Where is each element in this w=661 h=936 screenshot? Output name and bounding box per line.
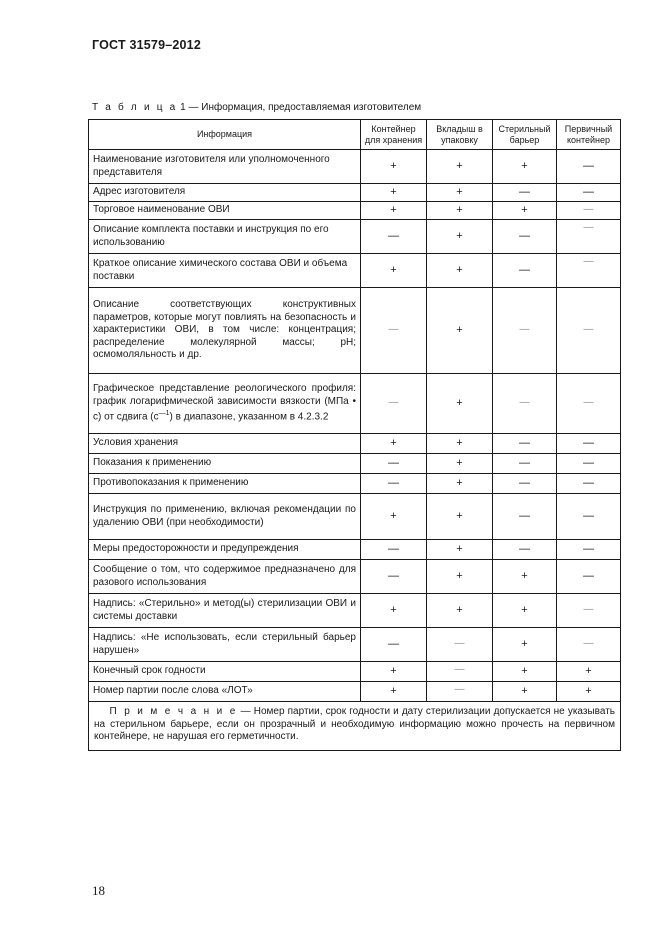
mark-cell: — (361, 454, 427, 474)
note-label: П р и м е ч а н и е (109, 706, 238, 717)
table-note-row (89, 702, 621, 751)
mark-cell: + (427, 254, 493, 288)
column-header-package-insert: Вкладыш в упаковку (427, 120, 493, 150)
table-row (89, 560, 621, 594)
mark-cell: + (493, 682, 557, 702)
row-info-text: Графическое представление реологического профиля: график логарифмической зависимости вязкости (МПа • с) от сдвига (с (93, 383, 356, 423)
row-info (89, 374, 361, 434)
table-row (89, 220, 621, 254)
mark-cell: + (557, 682, 621, 702)
row-info: Противопоказания к применению (89, 474, 361, 494)
mark-cell: + (361, 494, 427, 540)
mark-cell: + (427, 202, 493, 220)
table-row (89, 184, 621, 202)
row-info: Меры предосторожности и предупреждения (89, 540, 361, 560)
mark-cell: — (493, 184, 557, 202)
mark-cell: — (557, 454, 621, 474)
row-info: Торговое наименование ОВИ (89, 202, 361, 220)
row-info: Условия хранения (89, 434, 361, 454)
mark-cell: — (557, 254, 621, 288)
mark-cell: + (493, 202, 557, 220)
mark-cell: — (493, 474, 557, 494)
mark-cell: — (557, 184, 621, 202)
mark-cell: — (493, 288, 557, 374)
row-info: Сообщение о том, что содержимое предназначено для разового использования (89, 560, 361, 594)
row-info-superscript: —1 (158, 410, 170, 418)
mark-cell: — (557, 220, 621, 254)
mark-cell: + (427, 184, 493, 202)
row-info: Инструкция по применению, включая рекомендации по удалению ОВИ (при необходимости) (89, 494, 361, 540)
mark-cell: — (361, 540, 427, 560)
mark-cell: + (427, 454, 493, 474)
mark-cell: + (361, 150, 427, 184)
mark-cell: — (493, 220, 557, 254)
table-row (89, 494, 621, 540)
mark-cell: — (427, 628, 493, 662)
table-row (89, 594, 621, 628)
mark-cell: + (427, 288, 493, 374)
row-info: Описание комплекта поставки и инструкция по его использованию (89, 220, 361, 254)
column-header-primary-container: Первичный контейнер (557, 120, 621, 150)
row-info: Номер партии после слова «ЛОТ» (89, 682, 361, 702)
mark-cell: — (361, 474, 427, 494)
table-row (89, 662, 621, 682)
row-info: Наименование изготовителя или уполномоченного представителя (89, 150, 361, 184)
table-caption-label: Т а б л и ц а (92, 102, 178, 113)
mark-cell: + (493, 662, 557, 682)
mark-cell: + (361, 682, 427, 702)
table-row (89, 254, 621, 288)
page-number: 18 (92, 883, 105, 898)
row-info: Надпись: «Стерильно» и метод(ы) стерилизации ОВИ и системы доставки (89, 594, 361, 628)
mark-cell: — (493, 434, 557, 454)
mark-cell: + (493, 594, 557, 628)
mark-cell: — (493, 374, 557, 434)
mark-cell: + (361, 184, 427, 202)
mark-cell: + (427, 150, 493, 184)
row-info: Надпись: «Не использовать, если стерильный барьер нарушен» (89, 628, 361, 662)
mark-cell: — (361, 560, 427, 594)
mark-cell: + (493, 560, 557, 594)
mark-cell: — (361, 628, 427, 662)
table-row (89, 474, 621, 494)
table-row (89, 682, 621, 702)
table-caption-text: 1 — Информация, предоставляемая изготовителем (180, 102, 422, 113)
mark-cell: + (361, 662, 427, 682)
mark-cell: — (557, 628, 621, 662)
column-header-info: Информация (89, 120, 361, 150)
mark-cell: — (557, 288, 621, 374)
table-row (89, 288, 621, 374)
mark-cell: — (427, 662, 493, 682)
row-info: Краткое описание химического состава ОВИ и объема поставки (89, 254, 361, 288)
mark-cell: — (493, 254, 557, 288)
mark-cell: — (361, 374, 427, 434)
mark-cell: + (427, 220, 493, 254)
row-info: Конечный срок годности (89, 662, 361, 682)
table-row (89, 628, 621, 662)
table-row (89, 374, 621, 434)
document-header: ГОСТ 31579–2012 (92, 38, 201, 52)
row-info: Показания к применению (89, 454, 361, 474)
mark-cell: — (557, 202, 621, 220)
mark-cell: — (557, 474, 621, 494)
table-caption (92, 102, 421, 113)
note-text: — Номер партии, срок годности и дату стерилизации допускается не указывать на стерильном барьере, если он прозрачный и необходимую информацию можно прочесть на первичном контейнере, не нарушая его герметичности. (94, 706, 615, 742)
mark-cell: + (427, 474, 493, 494)
mark-cell: — (361, 288, 427, 374)
mark-cell: — (493, 540, 557, 560)
mark-cell: — (557, 560, 621, 594)
table-row (89, 434, 621, 454)
column-header-storage-container: Контейнер для хранения (361, 120, 427, 150)
mark-cell: + (361, 202, 427, 220)
mark-cell: — (557, 434, 621, 454)
mark-cell: — (557, 494, 621, 540)
info-table (88, 119, 621, 751)
table-row (89, 150, 621, 184)
column-header-sterile-barrier: Стерильный барьер (493, 120, 557, 150)
mark-cell: — (427, 682, 493, 702)
mark-cell: + (557, 662, 621, 682)
mark-cell: + (427, 494, 493, 540)
row-info: Описание соответствующих конструктивных параметров, которые могут повлиять на безопасность и характеристики ОВИ, в том числе: концентрация; распределение молекулярной массы; pH; осмомоляльность и др. (89, 288, 361, 374)
mark-cell: + (361, 434, 427, 454)
mark-cell: + (493, 150, 557, 184)
table-row (89, 454, 621, 474)
mark-cell: + (427, 594, 493, 628)
mark-cell: — (493, 454, 557, 474)
mark-cell: + (361, 254, 427, 288)
mark-cell: — (361, 220, 427, 254)
table-row (89, 540, 621, 560)
table-header-row (89, 120, 621, 150)
mark-cell: + (427, 540, 493, 560)
table-note (89, 702, 621, 751)
mark-cell: + (493, 628, 557, 662)
mark-cell: + (427, 374, 493, 434)
row-info: Адрес изготовителя (89, 184, 361, 202)
table-row (89, 202, 621, 220)
mark-cell: + (427, 560, 493, 594)
mark-cell: + (361, 594, 427, 628)
row-info-text: ) в диапазоне, указанном в 4.2.3.2 (169, 411, 329, 423)
mark-cell: — (557, 540, 621, 560)
mark-cell: — (557, 594, 621, 628)
mark-cell: — (557, 374, 621, 434)
mark-cell: — (493, 494, 557, 540)
mark-cell: + (427, 434, 493, 454)
mark-cell: — (557, 150, 621, 184)
